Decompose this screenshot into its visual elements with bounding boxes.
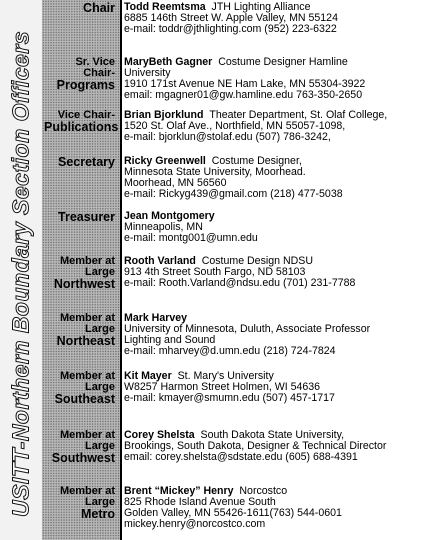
officer-name: Jean Montgomery (124, 210, 215, 222)
officer-role-line: Chair- (83, 67, 115, 79)
officer-affiliation: Norcostco (239, 485, 288, 497)
officer-name: Mark Harvey (124, 312, 188, 324)
officer-detail-line: 913 4th Street South Fargo, ND 58103 (124, 266, 306, 278)
officer-role-line: Large (85, 266, 115, 278)
officer-detail-line: e-mail: kmayer@smumn.edu (507) 457-1717 (124, 392, 335, 404)
officer-detail-line: e-mail: toddr@jthlighting.com (952) 223-6322 (124, 23, 337, 35)
officer-affiliation: JTH Lighting Alliance (211, 1, 311, 13)
officer-detail-line: Moorhead, MN 56560 (124, 177, 227, 189)
officer-role (44, 371, 115, 406)
officer-detail-line: University (124, 67, 171, 79)
officer-role-line: Large (85, 496, 115, 508)
officer-detail-line: 825 Rhode Island Avenue South (124, 496, 276, 508)
officer-info (124, 2, 426, 35)
officer-role-line: Chair (83, 1, 115, 15)
officer-role (44, 109, 119, 134)
officer-name: MaryBeth Gagner (124, 56, 213, 68)
officer-info (124, 371, 426, 404)
officer-detail-line: Golden Valley, MN 55426-1611(763) 544-0601 (124, 507, 342, 519)
officer-detail-line: 6885 146th Street W. Apple Valley, MN 55124 (124, 12, 338, 24)
officer-name: Rooth Varland (124, 255, 196, 267)
officer-role-line: Member at (59, 429, 115, 441)
officer-role (44, 430, 115, 465)
officer-role (44, 156, 115, 169)
officer-detail-line: mickey.henry@norcostco.com (124, 518, 266, 530)
officer-info (124, 57, 426, 101)
officer-detail-line: Lighting and Sound (124, 334, 216, 346)
officer-info (124, 486, 426, 530)
officer-affiliation: South Dakota State University, (200, 429, 345, 441)
officer-detail-line: e-mail: Rickyg439@gmail.com (218) 477-5038 (124, 188, 343, 200)
officer-info (124, 156, 426, 200)
officer-affiliation: Costume Design NDSU (201, 255, 313, 267)
officer-role-line: Vice Chair- (57, 109, 115, 121)
officer-affiliation: Costume Designer Hamline (218, 56, 348, 68)
officer-detail-line: Minneapolis, MN (124, 221, 203, 233)
officer-info (124, 110, 426, 143)
officer-info (124, 211, 426, 244)
officer-role-line: Member at (59, 370, 115, 382)
officer-role-line: Secretary (58, 155, 115, 169)
officer-detail-line: Minnesota State University, Moorhead. (124, 166, 306, 178)
officer-role (44, 57, 115, 92)
officer-detail-line: e-mail: mharvey@d.umn.edu (218) 724-7824 (124, 345, 336, 357)
officer-role-line: Member at (59, 485, 115, 497)
officer-name: Todd Reemtsma (124, 1, 206, 13)
officer-name: Brent “Mickey” Henry (124, 485, 234, 497)
officer-role (44, 486, 115, 521)
officer-detail-line: 1520 St. Olaf Ave., Northfield, MN 55057-1098, (124, 120, 346, 132)
officer-detail-line: University of Minnesota, Duluth, Associate Professor (124, 323, 371, 335)
column-divider (120, 0, 122, 540)
officer-role-line: Member at (59, 312, 115, 324)
officer-name: Corey Shelsta (124, 429, 195, 441)
vertical-title-strip (0, 0, 42, 540)
officer-detail-line: email: corey.shelsta@sdstate.edu (605) 688-4391 (124, 451, 358, 463)
officer-role-line: Large (85, 440, 115, 452)
officer-info (124, 256, 426, 289)
officer-affiliation: Costume Designer, (211, 155, 302, 167)
officer-role-line: Large (85, 381, 115, 393)
officer-detail-line: W8257 Harmon Street Holmen, WI 54636 (124, 381, 321, 393)
officer-info (124, 430, 426, 463)
officer-role-line: Metro (80, 507, 115, 521)
officer-role-line: Programs (56, 78, 115, 92)
vertical-title: USITT-Northern Boundary Section Officers (7, 30, 34, 518)
officer-name: Ricky Greenwell (124, 155, 206, 167)
officer-role-line: Southwest (51, 451, 115, 465)
officer-role-line: Sr. Vice (75, 56, 115, 68)
officer-name: Kit Mayer (124, 370, 172, 382)
officer-role (44, 256, 115, 291)
officer-detail-line: e-mail: montg001@umn.edu (124, 232, 258, 244)
officer-role-line: Southeast (54, 392, 115, 406)
officer-detail-line: Brookings, South Dakota, Designer & Technical Director (124, 440, 387, 452)
officer-detail-line: e-mail: Rooth.Varland@ndsu.edu (701) 231-7788 (124, 277, 356, 289)
officer-affiliation: St. Mary's University (177, 370, 274, 382)
officer-role-line: Publications (44, 120, 119, 134)
officer-role-line: Northwest (53, 277, 115, 291)
officer-role (44, 2, 115, 15)
officer-role (44, 313, 115, 348)
officer-role-line: Member at (59, 255, 115, 267)
officer-detail-line: e-mail: bjorklun@stolaf.edu (507) 786-3242, (124, 131, 331, 143)
officer-name: Brian Bjorklund (124, 109, 204, 121)
officer-role (44, 211, 115, 224)
officer-role-line: Northeast (56, 334, 115, 348)
officer-role-line: Treasurer (58, 210, 115, 224)
officer-detail-line: 1910 171st Avenue NE Ham Lake, MN 55304-3922 (124, 78, 366, 90)
officer-detail-line: email: mgagner01@gw.hamline.edu 763-350-2650 (124, 89, 363, 101)
officer-role-line: Large (85, 323, 115, 335)
officer-info (124, 313, 426, 357)
officer-affiliation: Theater Department, St. Olaf College, (209, 109, 388, 121)
